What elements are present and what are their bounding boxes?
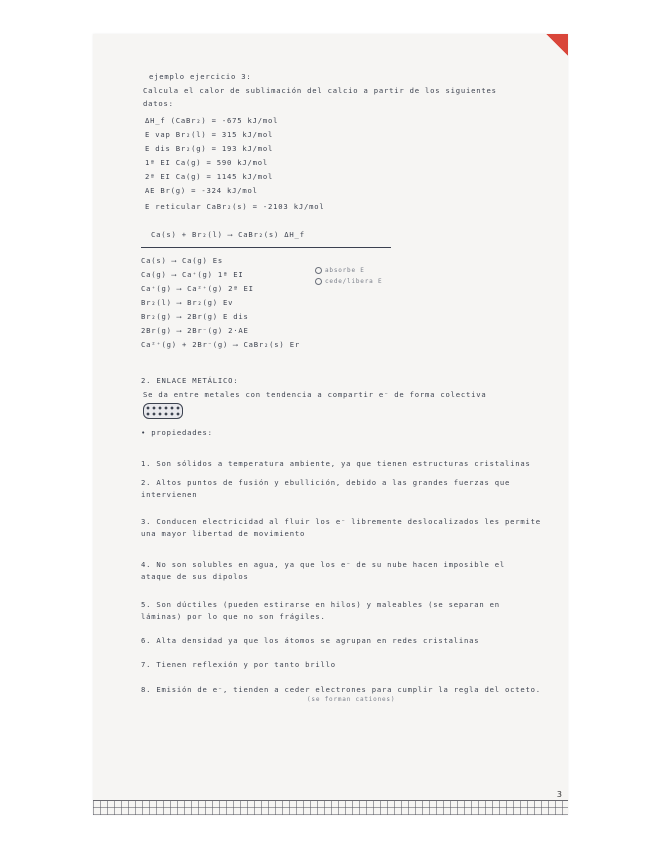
intro-line-1: Calcula el calor de sublimación del calcio a partir de los siguientes (143, 86, 497, 95)
property-line: ataque de sus dipolos (141, 572, 249, 581)
cycle-step: Ca⁺(g) ⟶ Ca²⁺(g) 2ª EI (141, 284, 254, 293)
property-line: 2. Altos puntos de fusión y ebullición, debido a las grandes fuerzas que (141, 478, 511, 487)
data-line: E dis Br₂(g) = 193 kJ/mol (145, 144, 274, 153)
notebook-page (93, 34, 568, 815)
property-line: 5. Son dúctiles (pueden estirarse en hilos) y maleables (se separan en (141, 600, 500, 609)
data-line: 1ª EI Ca(g) = 590 kJ/mol (145, 158, 269, 167)
legend-releases (315, 278, 382, 285)
section-title: 2. ENLACE METÁLICO: (141, 376, 239, 385)
circle-icon (315, 267, 322, 274)
property-line: 8. Emisión de e⁻, tienden a ceder electrones para cumplir la regla del octeto. (141, 685, 541, 694)
property-line: 7. Tienen reflexión y por tanto brillo (141, 660, 336, 669)
footnote: (se forman cationes) (307, 696, 396, 703)
example-title: ejemplo ejercicio 3: (149, 72, 252, 81)
properties-label: • propiedades: (141, 428, 213, 437)
page-corner-tab (546, 34, 568, 56)
legend-absorbs-label: absorbe E (325, 267, 365, 274)
cycle-step: Br₂(g) ⟶ 2Br(g) E dis (141, 312, 249, 321)
property-line: 6. Alta densidad ya que los átomos se agrupan en redes cristalinas (141, 636, 480, 645)
data-line: 2ª EI Ca(g) = 1145 kJ/mol (145, 172, 274, 181)
legend-absorbs (315, 267, 365, 274)
data-line: E reticular CaBr₂(s) = -2103 kJ/mol (145, 202, 325, 211)
cycle-step: Ca(s) ⟶ Ca(g) Es (141, 256, 224, 265)
cycle-step: 2Br(g) ⟶ 2Br⁻(g) 2·AE (141, 326, 249, 335)
property-line: 4. No son solubles en agua, ya que los e⁻ de su nube hacen imposible el (141, 560, 506, 569)
electron-sea-sketch-icon (143, 403, 183, 419)
intro-line-2: datos: (143, 99, 174, 108)
graph-paper-strip (93, 800, 568, 815)
cycle-step: Br₂(l) ⟶ Br₂(g) Ev (141, 298, 234, 307)
property-line: intervienen (141, 490, 198, 499)
page-number: 3 (556, 790, 562, 799)
formation-reaction: Ca(s) + Br₂(l) ⟶ CaBr₂(s) ΔH_f (151, 230, 305, 239)
property-line: 1. Son sólidos a temperatura ambiente, ya que tienen estructuras cristalinas (141, 459, 531, 468)
cycle-step: Ca(g) ⟶ Ca⁺(g) 1ª EI (141, 270, 244, 279)
property-line: una mayor libertad de movimiento (141, 529, 306, 538)
data-line: ΔH_f (CaBr₂) = -675 kJ/mol (145, 116, 279, 125)
circle-icon (315, 278, 322, 285)
section-intro: Se da entre metales con tendencia a compartir e⁻ de forma colectiva (143, 390, 487, 399)
divider-line (141, 247, 391, 248)
data-line: AE Br(g) = -324 kJ/mol (145, 186, 258, 195)
property-line: láminas) por lo que no son frágiles. (141, 612, 326, 621)
data-line: E vap Br₂(l) = 315 kJ/mol (145, 130, 274, 139)
cycle-step: Ca²⁺(g) + 2Br⁻(g) ⟶ CaBr₂(s) Er (141, 340, 300, 349)
property-line: 3. Conducen electricidad al fluir los e⁻ libremente deslocalizados les permite (141, 517, 541, 526)
legend-releases-label: cede/libera E (325, 278, 383, 285)
